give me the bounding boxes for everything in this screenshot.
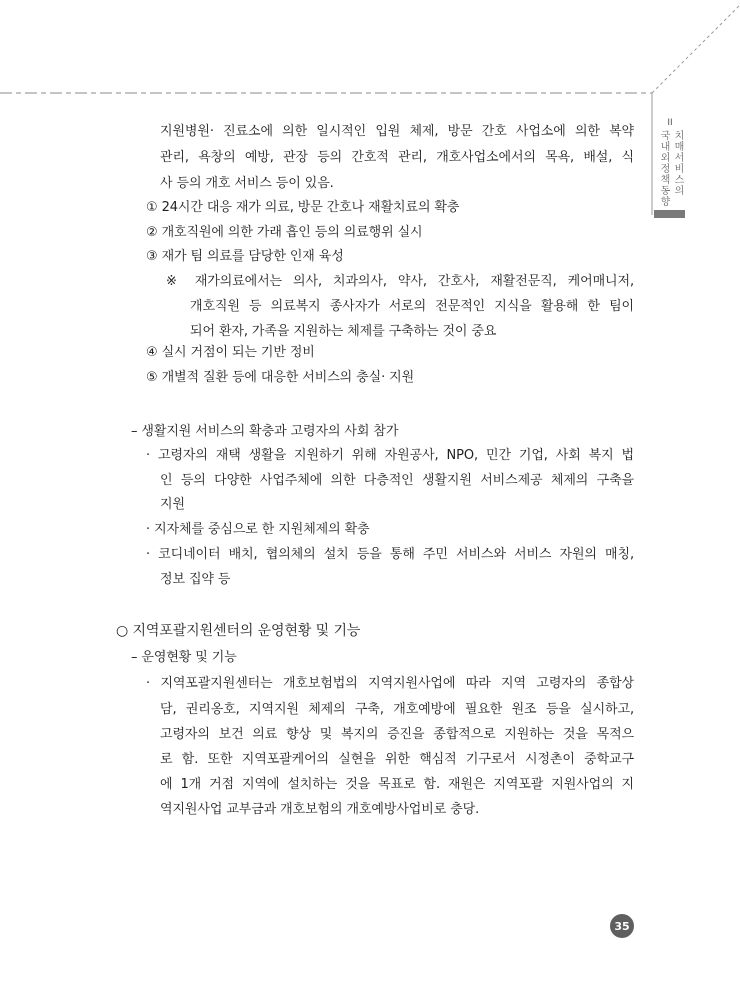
note-line: ※ 재가의료에서는 의사, 치과의사, 약사, 간호사, 재활전문직, 케어매니저, <box>166 274 634 289</box>
bullet-line: 고령자의 보건 의료 향상 및 복지의 증진을 종합적으로 지원하는 것을 목적으 <box>160 727 634 742</box>
numbered-item: ③ 재가 팀 의료를 담당한 인재 육성 <box>146 249 344 264</box>
para-line: 지원병원· 진료소에 의한 일시적인 입원 체제, 방문 간호 사업소에 의한 복약 <box>160 124 634 139</box>
bullet-line: 담, 권리옹호, 지역지원 체제의 구축, 개호예방에 필요한 원조 등을 실시하고, <box>160 702 634 717</box>
note-line: 되어 환자, 가족을 지원하는 체제를 구축하는 것이 중요 <box>190 324 497 339</box>
para-line: 관리, 욕창의 예방, 관장 등의 간호적 관리, 개호사업소에서의 목욕, 배설, 식 <box>160 150 634 165</box>
chapter-title-col2: 치매서비스의 <box>672 130 683 196</box>
bullet-line: · 고령자의 재택 생활을 지원하기 위해 자원공사, NPO, 민간 기업, 사회 복지 법 <box>146 448 634 463</box>
dash-heading: – 생활지원 서비스의 확충과 고령자의 사회 참가 <box>131 424 399 439</box>
bullet-line: 역지원사업 교부금과 개호보험의 개호예방사업비로 충당. <box>160 802 480 817</box>
bullet-line: 정보 집약 등 <box>160 572 231 587</box>
bullet-line: · 지자체를 중심으로 한 지원체제의 확충 <box>146 522 370 537</box>
page-number: 35 <box>610 914 634 938</box>
numbered-item: ② 개호직원에 의한 가래 흡인 등의 의료행위 실시 <box>146 225 423 240</box>
bullet-line: 에 1개 거점 지역에 설치하는 것을 목표로 함. 재원은 지역포괄 지원사업의 지 <box>160 777 634 792</box>
chapter-roman: II <box>667 118 673 128</box>
chapter-title-col1: 국내외정책동향 <box>658 130 669 207</box>
section-heading: ○ 지역포괄지원센터의 운영현황 및 기능 <box>116 623 361 639</box>
note-line: 개호직원 등 의료복지 종사자가 서로의 전문적인 지식을 활용해 한 팀이 <box>190 299 634 314</box>
numbered-item: ④ 실시 거점이 되는 기반 정비 <box>146 345 315 360</box>
header-diagonal-rule <box>652 5 740 93</box>
dash-heading: – 운영현황 및 기능 <box>131 650 237 665</box>
bullet-line: 지원 <box>160 497 185 512</box>
bullet-line: 인 등의 다양한 사업주체에 의한 다층적인 생활지원 서비스제공 체제의 구축을 <box>160 473 634 488</box>
chapter-side-tab <box>654 118 686 210</box>
numbered-item: ⑤ 개별적 질환 등에 대응한 서비스의 충실· 지원 <box>146 370 415 385</box>
chapter-side-bar <box>654 210 685 218</box>
bullet-line: 로 함. 또한 지역포괄케어의 실현을 위한 핵심적 기구로서 시정촌이 중학교구 <box>160 752 634 767</box>
numbered-item: ① 24시간 대응 재가 의료, 방문 간호나 재활치료의 확충 <box>146 200 460 215</box>
para-line: 사 등의 개호 서비스 등이 있음. <box>160 176 334 191</box>
bullet-line: · 코디네이터 배치, 협의체의 설치 등을 통해 주민 서비스와 서비스 자원의 매칭, <box>146 547 634 562</box>
bullet-line: · 지역포괄지원센터는 개호보험법의 지역지원사업에 따라 지역 고령자의 종합상 <box>146 676 634 691</box>
